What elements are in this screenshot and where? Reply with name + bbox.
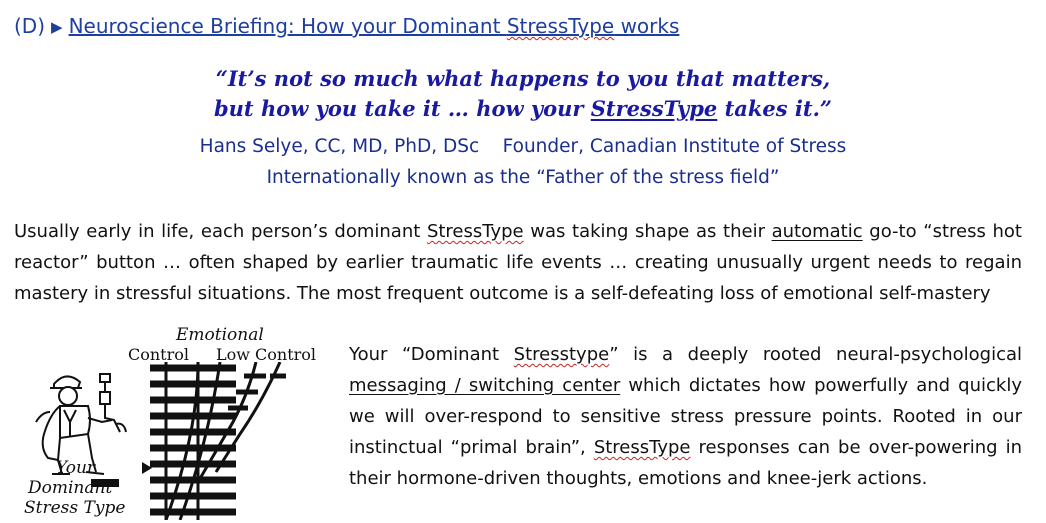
label-your: Your	[56, 458, 96, 478]
label-emotional: Emotional	[176, 325, 264, 345]
intro-paragraph: Usually early in life, each person’s dominant StressType was taking shape as their automatic go-to “stress hot reactor” button … often shaped by earlier traumatic life events … creating unusually urgent needs to regain mastery in stressful situations. The most frequent outcome is a self-defeating loss of emotional self-mastery	[14, 221, 1022, 304]
quote-line-1: “It’s not so much what happens to you that matters,	[215, 66, 831, 91]
label-stress-type: Stress Type	[24, 498, 126, 518]
section-title-link[interactable]: Neuroscience Briefing: How your Dominant StressType works	[68, 14, 680, 38]
label-low-control: Low Control	[216, 345, 317, 364]
attribution-note: Internationally known as the “Father of the stress field”	[266, 167, 780, 188]
disclosure-triangle-icon[interactable]: ▶	[51, 18, 63, 36]
quote-line-2: but how you take it … how your StressType takes it.”	[213, 96, 832, 121]
section-heading	[14, 14, 679, 38]
railway-switch-tracks-icon	[142, 362, 286, 520]
section-letter: (D)	[14, 14, 46, 38]
stresstype-paragraph: Your “Dominant Stresstype” is a deeply rooted neural-psychological messaging / switching center which dictates how powerfully and quickly we will over-respond to sensitive stress pressure points. Rooted in our instinctual “primal brain”, StressType responses can be over-powering in their hormone-driven thoughts, emotions and knee-jerk actions.	[349, 344, 1023, 489]
label-control: Control	[128, 345, 190, 364]
label-dominant: Dominant	[28, 478, 113, 498]
attribution-name: Hans Selye, CC, MD, PhD, DSc Founder, Canadian Institute of Stress	[199, 136, 847, 157]
